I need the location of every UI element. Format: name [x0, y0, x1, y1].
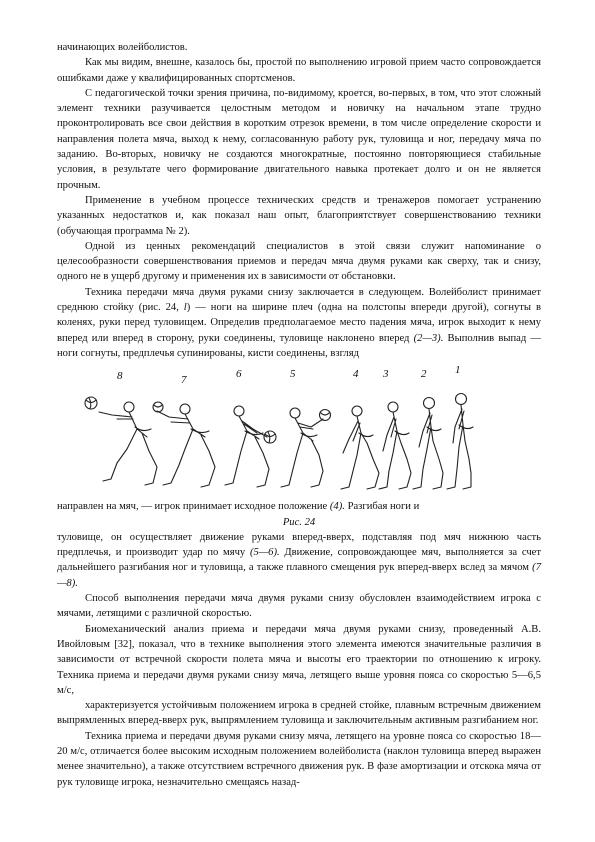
sequence-number: 6 [236, 368, 242, 381]
player-figure-7 [157, 404, 215, 487]
ball [264, 431, 276, 443]
text-span: туловище, он осуществляет движение руками вперед-вверх, подставляя под мяч нижнюю часть предплечья, и производит удар по мячу [57, 531, 541, 559]
player-figure-3 [379, 402, 411, 489]
paragraph: характеризуется устойчивым положением игрока в средней стойке, плавным встречным движением выпрямленных вперед-вверх рук, выпрямлением туловища и заключительным активным разгибанием ног. [57, 700, 541, 727]
ball [85, 397, 97, 409]
text-span: Разгибая ноги и [344, 501, 420, 513]
sequence-number: 5 [290, 368, 296, 381]
paragraph: Как мы видим, внешне, казалось бы, простой по выполнению игровой прием часто сопровождается ошибками даже у квалифицированных спортсменов. [57, 57, 541, 84]
text-span: ) — ноги на ширине плеч (одна на полстопы впереди другой), согнуты в коленях, руки перед туловищем. Определив предполагаемое место падения мяча, игрок выходит к нему вперед или вперед в сторону, руки соединены, туловище наклонено вперед [57, 302, 541, 344]
sequence-number: 4 [353, 368, 359, 381]
text-span: Выполнив выпад — ноги согнуты, предплечья супинированы, кисти соединены, взгляд [57, 332, 541, 359]
paragraph [57, 530, 541, 591]
paragraph: начинающих волейболистов. [57, 42, 188, 53]
figure-reference: l [183, 302, 187, 314]
ball [153, 402, 163, 412]
figure-caption: Рис. 24 [282, 516, 316, 528]
sequence-number: 7 [181, 374, 187, 387]
volleyball-sequence-drawing [57, 367, 541, 495]
sequence-number: 2 [421, 368, 427, 381]
paragraph: Применение в учебном процессе технических средств и тренажеров помогает устранению указанных недостатков и, как показал наш опыт, благоприятствует совершенствованию техники (обучающая программа № 2). [57, 194, 541, 237]
paragraph: С педагогической точки зрения причина, по-видимому, кроется, во-первых, в том, что этот сложный элемент техники разучивается целостным методом и новичку на начальном этапе трудно проконтролировать все свои действия в коротким отрезок времени, в том числе определение скорости и направления полета мяча, выход к нему, согласованную работу рук, туловища и ног, передачу мяча по заданию. Во-вторых, новичку не создаются многократные, постоянно повторяющиеся стабильные условия, в результате чего формирование двигательного навыка протекает долго и он не является прочным. [57, 87, 541, 191]
figure-reference: (7—8). [57, 562, 541, 589]
figure-24-illustration [57, 364, 541, 495]
player-figure-6 [225, 406, 269, 487]
text-span: направлен на мяч, — игрок принимает исходное положение [57, 501, 330, 513]
player-figure-1 [447, 394, 473, 490]
paragraph: Биомеханический анализ приема и передачи мяча двумя руками снизу, проведенный А.В. Ивойловым [32], показал, что в технике выполнения этого элемента имеются значительные различия в зависимости от встречной скорости полета мяча и высоты его траектории по отношению к игроку. Техника приема и передачи двумя руками снизу мяча, летящего выше уровня пояса со скоростью 5—6,5 м/с, [57, 623, 541, 696]
player-figure-4 [341, 406, 379, 489]
paragraph: Одной из ценных рекомендаций специалистов в этой связи служит напоминание о целесообразности совершенствования приемов и передач мяча двумя руками как сверху, так и снизу, одного не в ущерб другому и применения их в зависимости от обстановки. [57, 240, 541, 283]
paragraph: Техника приема и передачи двумя руками снизу мяча, летящего на уровне пояса со скоростью 18—20 м/с, отличается более высоким исходным положением волейболиста (наклон туловища вперед выражен менее значительно), а также отсутствием встречного движения рук. В фазе амортизации и отскока мяча от рук туловище игрока, незначительно смещаясь назад- [57, 730, 541, 788]
figure-reference: (2—3). [413, 332, 444, 344]
text-span: Движение, сопровождающее мяч, выполняется за счет дальнейшего разгибания ног и туловища, а также плавного смещения рук вперед-вверх вслед за мячом [57, 547, 541, 574]
figure-reference: (5—6). [249, 547, 280, 559]
document-page [57, 40, 541, 790]
sequence-number: 1 [455, 364, 461, 377]
sequence-number: 3 [383, 368, 389, 381]
player-figure-2 [413, 398, 443, 490]
technique-paragraph [57, 285, 541, 361]
sequence-number: 8 [117, 370, 123, 383]
paragraph [57, 499, 541, 514]
figure-reference: (4). [329, 501, 345, 513]
paragraph: Способ выполнения передачи мяча двумя руками снизу обусловлен взаимодействием игрока с мячами, летящими с различной скоростью. [57, 593, 541, 620]
player-figure-8 [99, 402, 157, 485]
text-span: Техника передачи мяча двумя руками снизу заключается в следующем. Волейболист принимает среднюю стойку (рис. 24, [57, 286, 541, 314]
player-figure-5 [281, 408, 323, 487]
ball [320, 410, 331, 421]
